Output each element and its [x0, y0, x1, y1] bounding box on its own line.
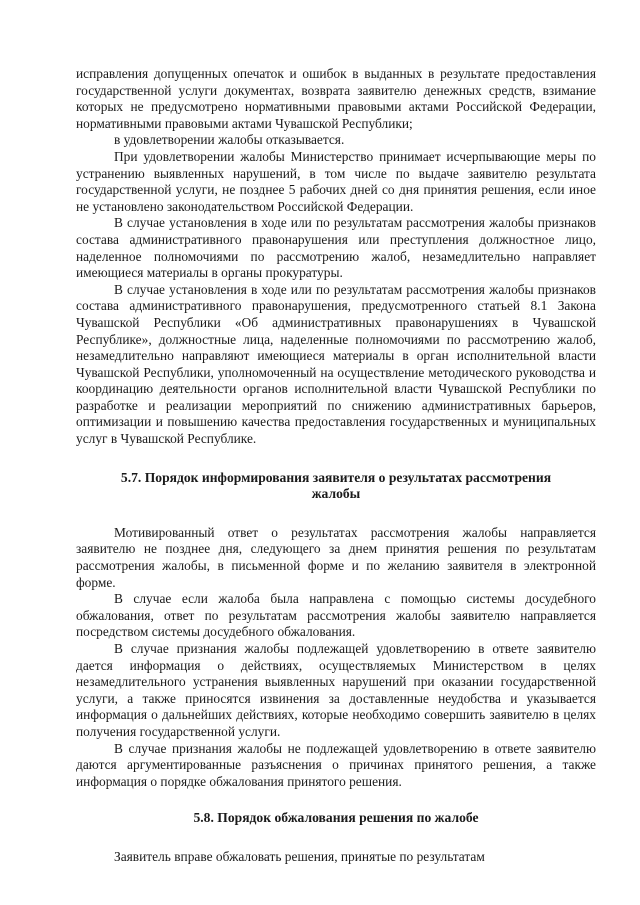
paragraph-prosecution-referral: В случае установления в ходе или по результатам рассмотрения жалобы признаков состава административного правонарушения или преступления должностное лицо, наделенное полномочиями по рассмотрению жалоб, незамедлительно направляет имеющиеся материалы в органы прокуратуры. — [76, 215, 596, 281]
section-heading-5-7-line1: 5.7. Порядок информирования заявителя о результатах рассмотрения — [120, 469, 552, 485]
paragraph-complaint-rejected: В случае признания жалобы не подлежащей удовлетворению в ответе заявителю даются аргументированные разъяснения о причинах принятого решения, а также информация о порядке обжалования принятого решения. — [76, 740, 596, 789]
section-heading-5-7 — [76, 470, 596, 503]
paragraph-correction-clause: исправления допущенных опечаток и ошибок в выданных в результате предоставления государственной услуги документах, возврата заявителю денежных средств, взимание которых не предусмотрено нормативными правовыми актами Российской Федерации, нормативными правовыми актами Чувашской Республики; — [76, 66, 596, 131]
paragraph-appeal-right: Заявитель вправе обжаловать решения, принятые по результатам — [114, 848, 485, 864]
paragraph-administrative-violation: В случае установления в ходе или по результатам рассмотрения жалобы признаков состава административного правонарушения, предусмотренного статьей 8.1 Закона Чувашской Республики «Об административных правонарушениях в Чувашской Республике», должностные лица, наделенные полномочиями по рассмотрению жалоб, незамедлительно направляют имеющиеся материалы в орган исполнительной власти Чувашской Республики, уполномоченный на осуществление методического руководства и координацию деятельности органов исполнительной власти Чувашской Республики по разработке и реализации мероприятий по снижению административных барьеров, оптимизации и повышению качества предоставления государственных и муниципальных услуг в Чувашской Республике. — [76, 281, 596, 447]
section-heading-5-8: 5.8. Порядок обжалования решения по жалобе — [193, 810, 479, 826]
paragraph-refusal: в удовлетворении жалобы отказывается. — [114, 132, 345, 148]
section-heading-5-7-line2: жалобы — [311, 486, 361, 502]
paragraph-pretrial-system: В случае если жалоба была направлена с помощью системы досудебного обжалования, ответ по результатам рассмотрения жалобы заявителю направляется посредством системы досудебного обжалования. — [76, 591, 596, 640]
paragraph-satisfaction-measures: При удовлетворении жалобы Министерство принимает исчерпывающие меры по устранению выявленных нарушений, в том числе по выдаче заявителю результата государственной услуги, не позднее 5 рабочих дней со дня принятия решения, если иное не установлено законодательством Российской Федерации. — [76, 148, 596, 214]
paragraph-complaint-satisfied: В случае признания жалобы подлежащей удовлетворению в ответе заявителю дается информация о действиях, осуществляемых Министерством в целях незамедлительного устранения выявленных нарушений при оказании государственной услуги, а также приносятся извинения за доставленные неудобства и указывается информация о дальнейших действиях, которые необходимо совершить заявителю в целях получения государственной услуги. — [76, 641, 596, 739]
paragraph-motivated-answer: Мотивированный ответ о результатах рассмотрения жалобы направляется заявителю не позднее дня, следующего за днем принятия решения по результатам рассмотрения жалобы, в письменной форме и по желанию заявителя в электронной форме. — [76, 524, 596, 590]
